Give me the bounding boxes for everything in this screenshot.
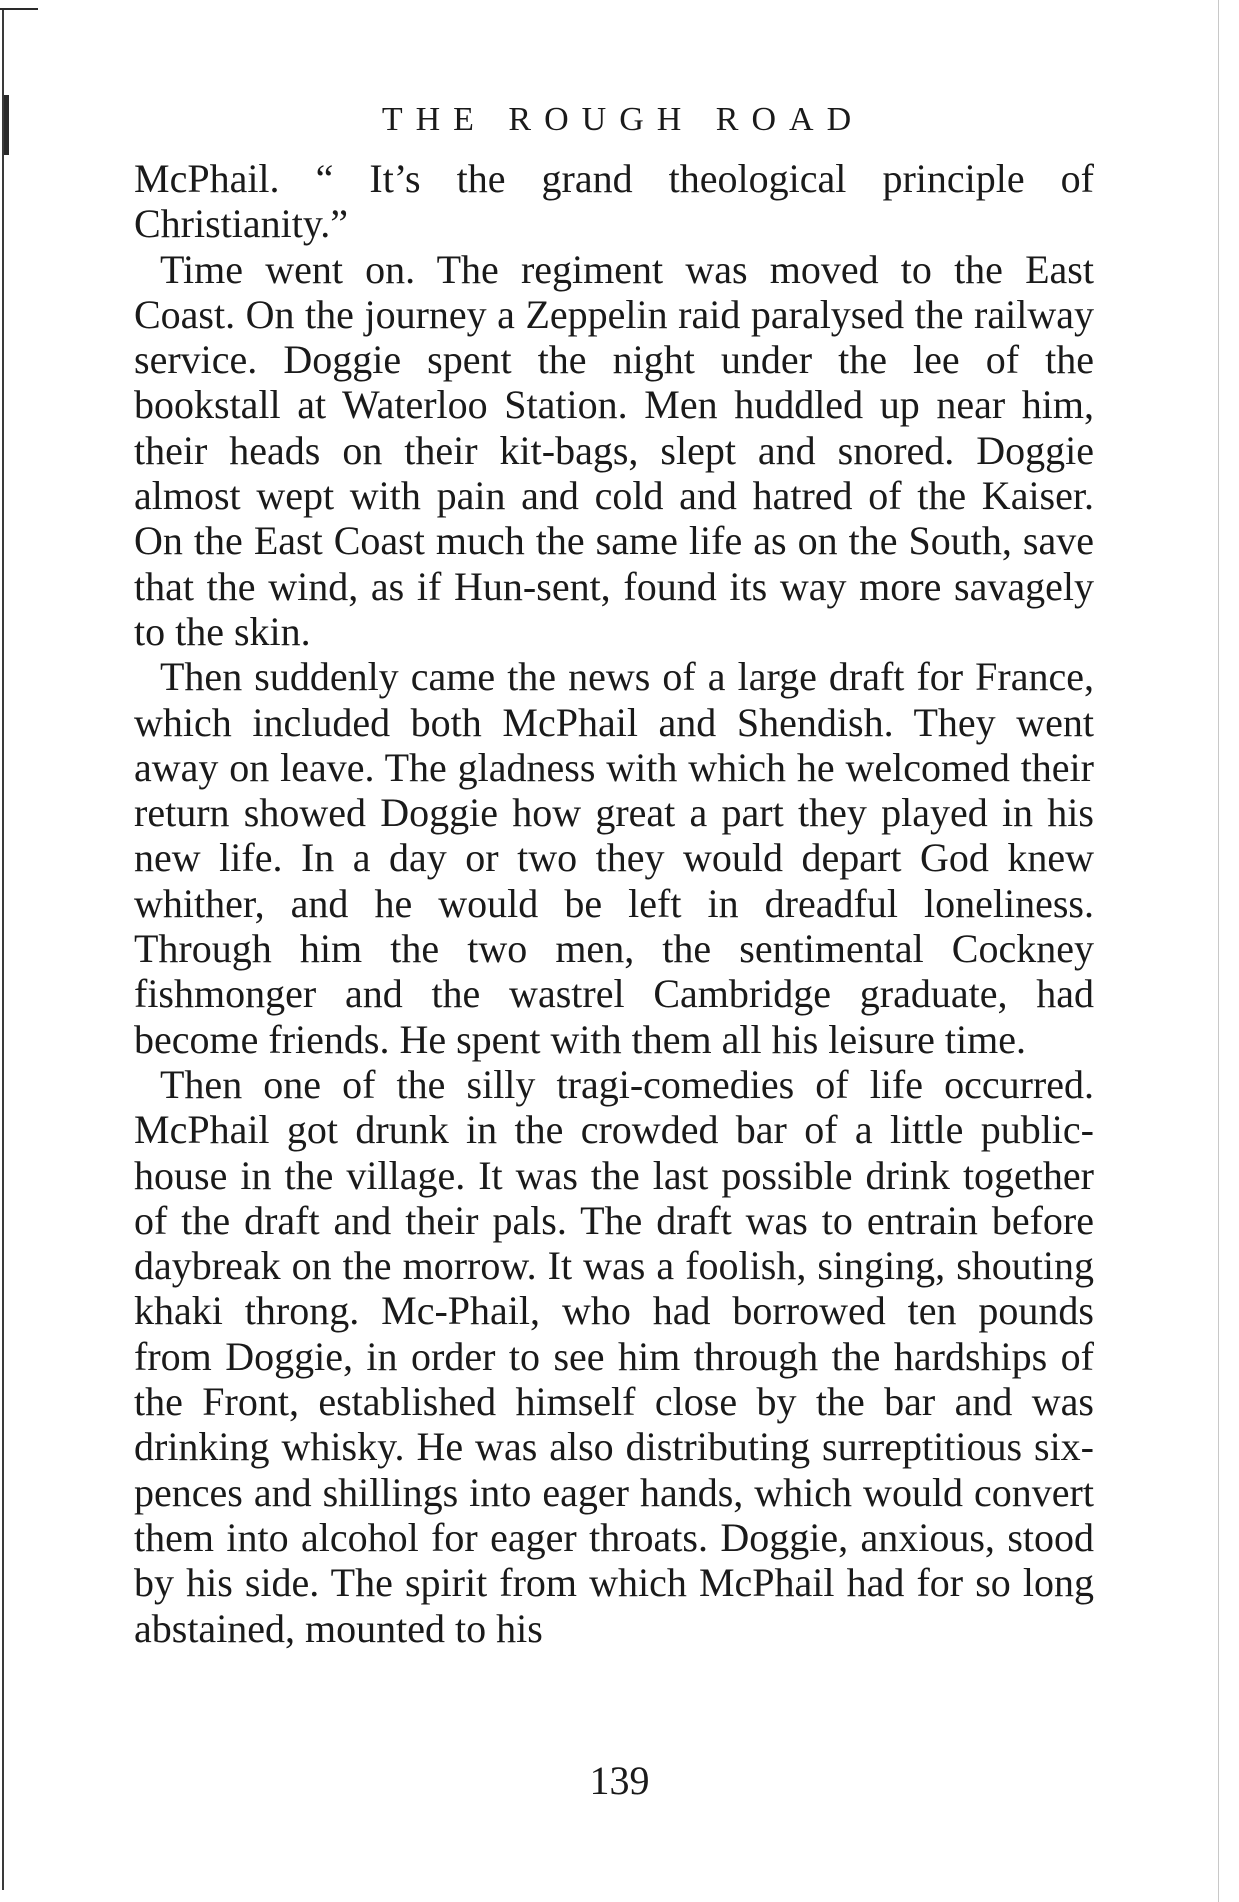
book-page <box>134 92 1094 1651</box>
body-text <box>134 156 1094 1651</box>
running-head: THE ROUGH ROAD <box>381 101 865 138</box>
scan-border-corner <box>0 8 38 10</box>
scan-border-right <box>1218 0 1219 1902</box>
paragraph: Time went on. The regiment was moved to the East Coast. On the journey a Zeppelin raid paralysed the railway service. Doggie spent the night under the lee of the bookstall at Waterloo Station. Men huddled up near him, their heads on their kit-bags, slept and snored. Doggie almost wept with pain and cold and hatred of the Kaiser. On the East Coast much the same life as on the South, save that the wind, as if Hun-sent, found its way more savagely to the skin. <box>134 246 1094 654</box>
paragraph: Then suddenly came the news of a large draft for France, which included both McPhail and Shendish. They went away on leave. The gladness with which he welcomed their return showed Doggie how great a part they played in his new life. In a day or two they would depart God knew whither, and he would be left in dreadful loneliness. Through him the two men, the sentimental Cockney fishmonger and the wastrel Cambridge graduate, had become friends. He spent with them all his leisure time. <box>134 654 1094 1062</box>
scan-border-mark <box>4 95 9 155</box>
page-number: 139 <box>589 1758 650 1803</box>
paragraph: McPhail. “ It’s the grand theological principle of Christianity.” <box>134 156 1094 247</box>
scan-border-left <box>2 10 4 1890</box>
paragraph: Then one of the silly tragi-comedies of life occurred. McPhail got drunk in the crowded bar of a little public-house in the village. It was the last possible drink together of the draft and their pals. The draft was to entrain before daybreak on the morrow. It was a foolish, singing, shouting khaki throng. Mc-Phail, who had borrowed ten pounds from Doggie, in order to see him through the hardships of the Front, established himself close by the bar and was drinking whisky. He was also distributing surreptitious six-pences and shillings into eager hands, which would convert them into alcohol for eager throats. Doggie, anxious, stood by his side. The spirit from which McPhail had for so long abstained, mounted to his <box>134 1061 1094 1651</box>
